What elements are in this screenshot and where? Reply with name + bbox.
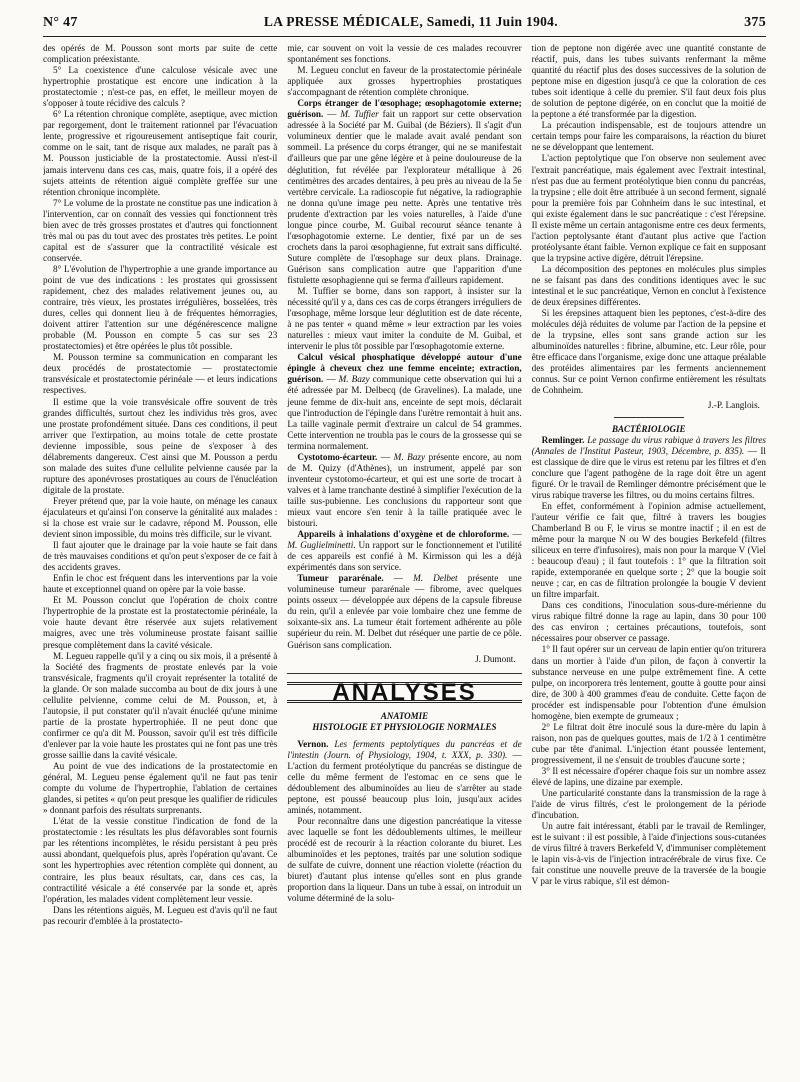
abstract-text: — L'action du ferment protéolytique du pancréas se distingue de celle du même ferment de l'estomac en ce sens que le dédoublement des albuminoïdes au lieu de s'arrêter au stade peptone, est poussé beaucoup plus loin, jusqu'aux acides aminés, notamment. — [287, 749, 522, 816]
column-3 — [532, 43, 766, 1073]
section-divider — [287, 673, 521, 674]
case-report: Cystotomo-écarteur. — M. Bazy présente encore, au nom de M. Quizy (d'Athènes), un instrument, appelé par son inventeur cystotomo-écarteur, et qui est une sorte de trocart à valves et à lame tranchante destiné à simplifier l'exécution de la taille sus-pubienne. Les conclusions du rapporteur sont que mieux vaut encore s'en tenir à la taille pratiquée avec le bistouri. — [287, 451, 522, 529]
case-text: fait un rapport sur cette observation adressée à la Société par M. Guibal (de Béziers). Il s'agit d'un volumineux dentier que le malade avait avalé pendant son sommeil. La présence du corps étranger, qui ne se manifestait d'ailleurs que par une gêne légère et à peine douloureuse de la déglutition, fut révélée par l'explorateur métallique à 26 centimètres des arcades dentaires, à peu près au niveau de la 5e vertèbre cervicale. La radioscopie fut négative, la radiographie ne donna qu'une image peu nette. Après une tentative très prudente d'extraction par les voies naturelles, à l'aide d'une longue pince courbe, M. Guibal recourut séance tenante à l'œsophagotomie externe. Le dentier, fixé par un de ses crochets dans la paroi œsophagienne, fut extrait sans difficulté. Suture complète de l'œsophage sur deux plans. Drainage. Guérison sans complication autre que l'apparition d'une fistulette œsophagienne qui se ferma d'ailleurs rapidement. — [287, 109, 522, 285]
page-header — [43, 14, 766, 37]
paragraph: Pour reconnaître dans une digestion pancréatique la vitesse avec laquelle se font les dédoublements ultimes, le meilleur procédé est de recourir à la réaction colorante du biuret. Les albuminoïdes et les peptones, traités par une solution sodique de sulfate de cuivre, donnent une réaction violette (réaction du biuret) d'autant plus intense qu'elles sont en plus grande proportion dans la liqueur. Dans un tube à essai, on introduit un volume déterminé de la solu- — [287, 816, 522, 904]
paragraph: 2° Le filtrat doit être inoculé sous la dure-mère du lapin à raison, non pas de quelques gouttes, mais de 1/2 à 1 centimètre cube par tête d'animal. L'injection étant poussée lentement, progressivement, il ne s'ensuit de troubles d'aucune sorte ; — [531, 721, 766, 765]
subsection-heading: HISTOLOGIE ET PHYSIOLOGIE NORMALES — [312, 721, 497, 732]
paragraph: Il faut ajouter que le drainage par la voie haute se fait dans de très mauvaises conditions et qu'on peut s'exposer de ce fait à des accidents graves. — [43, 540, 278, 573]
paragraph: Un autre fait intéressant, établi par le travail de Remlinger, est le suivant : il est possible, à l'aide d'injections sous-cutanées de virus filtré à travers Berkefeld V, d'immuniser complètement le lapin vis-à-vis de l'injection intracérébrale de virus fixe. Ce fait constitue une nouvelle preuve de la traversée de la bougie V par le virus rabique, s'il est démon- — [531, 821, 766, 887]
case-author: M. Bazy — [338, 374, 370, 385]
paragraph: L'état de la vessie constitue l'indication de fond de la prostatectomie : les résultats les plus défavorables sont fournis par les rétentions incomplètes, le résidu persistant à peu près aussi abondant, quelquefois plus, après l'opération qu'avant. Ce sont les hypertrophies avec rétention complète qui donnent, au contraire, les plus beaux résultats, car, dans ces cas, la contractilité vésicale a été conservée par la sonde et, après l'opération, les malades vident complètement leur vessie. — [43, 816, 278, 904]
case-text: . Un rapport sur le fonctionnement et l'utilité de ces appareils est confié à M. Kirmisson qui les a déjà expérimentés dans son service. — [287, 540, 522, 573]
paragraph: 7° Le volume de la prostate ne constitue pas une indication à l'intervention, car on connaît des vessies qui fonctionnent très bien avec de très grosses prostates et d'autres qui fonctionnent très mal ou pas du tout avec des prostates très petites. Le point capital est de s'assurer que la contractilité vésicale est conservée. — [43, 197, 278, 263]
paragraph: 8° L'évolution de l'hypertrophie a une grande importance au point de vue des indications : les prostates qui grossissent rapidement, chez des malades relativement jeunes ou, au contraire, très vieux, les prostates irrégulières, bosselées, très dures, celles qui donnent lieu à de fréquentes hémorragies, doivent attirer l'attention sur une dégénérescence maligne probable (M. Pousson en compte 5 cas sur ses 23 prostatectomies) et être opérées le plus tôt possible. — [43, 263, 278, 352]
abstract-title: Le passage du virus rabique à travers les filtres (Annales de l'Institut Pasteur, 1903, Décembre, p. 835). — [531, 434, 766, 456]
paragraph: La décomposition des peptones en molécules plus simples ne se faisant pas dans des conditions identiques avec le suc intestinal et le suc pancréatique, Vernon en conclut à l'existence de deux érepsines différentes. — [531, 263, 766, 308]
paragraph: Dans les rétentions aiguës, M. Legueu est d'avis qu'il ne faut pas recourir d'emblée à la prostatecto- — [43, 904, 278, 926]
paragraph: 3° Il est nécessaire d'opérer chaque fois sur un nombre assez élevé de lapins, une dizaine par exemple. — [531, 766, 766, 788]
page-number: 375 — [744, 15, 766, 30]
case-title: Calcul vésical phosphatique développé autour d'une épingle à cheveux chez une femme enceinte; extraction, guérison. — [287, 352, 522, 385]
abstract — [287, 739, 521, 816]
column-2 — [287, 43, 521, 1073]
paragraph: Une particularité constante dans la transmission de la rage à l'aide de virus filtrés, c'est le prolongement de la période d'incubation. — [531, 788, 766, 821]
paragraph: Au point de vue des indications de la prostatectomie en général, M. Legueu pense également qu'il ne faut pas tenir compte du volume de l'hypertrophie, l'ablation de certaines glandes, si petites « qu'on peut presque les qualifier de ridicules » donnant parfois des résultats surprenants. — [43, 761, 278, 816]
paragraph: 6° La rétention chronique complète, aseptique, avec miction par regorgement, dont le traitement rationnel par l'évacuation lente, progressive et rigoureusement antiseptique fait courir, comme on le sait, tant de risque aux malades, ne paraît pas à M. Pousson justiciable de la prostatectomie. Aussi n'est-il jamais intervenu dans ces cas, mais, quatre fois, il a opéré des sujets atteints de rétention aiguë complète greffée sur une rétention chronique incomplète. — [43, 109, 278, 197]
case-author: M. Tuffier — [340, 109, 379, 120]
section-heading: BACTÉRIOLOGIE — [612, 423, 686, 434]
case-title: Appareils à inhalations d'oxygène et de chloroforme. — [297, 529, 510, 540]
paragraph: L'action peptolytique que l'on observe non seulement avec l'extrait pancréatique, mais également avec l'extrait intestinal, n'est pas due au ferment protéolytique bien connu du pancréas, la trypsine ; elle doit être attribuée à un second ferment, signalé pour la première fois par Cohnheim dans le suc intestinal, et qui existe également dans le suc pancréatique : c'est l'érepsine. Il existe même un certain antagonisme entre ces deux ferments, l'action peptolysante étant d'autant plus active que l'action protéolysante étant faible. Vernon explique ce fait en supposant que la trypsine active digère, détruit l'érepsine. — [531, 153, 766, 263]
case-report: Appareils à inhalations d'oxygène et de chloroforme. — M. Guglielminetti. Un rapport sur le fonctionnement et l'utilité de ces appareils est confié à M. Kirmisson qui les a déjà expérimentés dans son service. — [287, 529, 522, 573]
journal-title: LA PRESSE MÉDICALE, Samedi, 11 Juin 1904. — [263, 14, 558, 29]
paragraph: Dans ces conditions, l'inoculation sous-dure-mérienne du virus rabique filtré donne la rage au lapin, dans 30 pour 100 des cas environ ; certaines précautions, toutefois, sont nécessaires pour observer ce passage. — [531, 600, 766, 644]
abstract-title: Les ferments peptolytiques du pancréas et de l'intestin (Journ. of Physiology, 1904, t. XXX, p. 330). — [287, 738, 522, 760]
paragraph: Si les érepsines attaquent bien les peptones, c'est-à-dire des molécules déjà réduites de volume par l'action de la pepsine et de la trypsine, elles sont sans grande action sur les albuminoïdes naturelles : fibrine, albumine, etc. Leur rôle, pour être efficace dans l'organisme, exige donc une attaque préalable des protéides alimentaires par les ferments anciennement connus. Sur ce point Vernon confirme entièrement les résultats de Cohnheim. — [531, 308, 766, 396]
case-report: Tumeur pararénale. — M. Delbet présente une volumineuse tumeur pararénale — fibrome, avec quelques points osseux — développée aux dépens de la capsule fibreuse du rein, qu'il a enlevée par voie lombaire chez une femme de soixante-six ans. La tumeur était fortement adhérente au pôle supérieur du rein. M. Delbet dut réséquer une partie de ce pôle. Guérison sans complication. — [287, 573, 522, 650]
case-text: communique cette observation qui lui a été adressée par M. Delbecq (de Gravelines). La malade, une jeune femme de dix-huit ans, enceinte de sept mois, déclarait que l'introduction de l'épingle dans l'urètre remontait à huit ans. La taille vaginale permit d'extraire un calcul de 54 grammes. Cette intervention ne troubla pas le cours de la grossesse qui se termina normalement. — [287, 374, 522, 451]
abstract-text: — Il est classique de dire que le virus est retenu par les filtres et d'en conclure que l'agent pathogène de la rage doit être un agent figuré. Or le travail de Remlinger démontre précisément que le virus rabique traverse les filtres, ou du moins certains filtres. — [531, 445, 766, 500]
case-author: M. Guglielminetti — [287, 540, 354, 551]
paragraph: Freyer prétend que, par la voie haute, on ménage les canaux éjaculateurs et qu'ainsi l'on conserve la génitalité aux malades : si la chose est vraie sur le cadavre, répond M. Pousson, elle devient sinon impossible, du moins très difficile, sur le vivant. — [43, 495, 278, 540]
section-divider — [614, 417, 684, 418]
paragraph: M. Pousson termine sa communication en comparant les deux procédés de prostatectomie — prostatectomie transvésicale et prostatectomie périnéale — et leurs indications respectives. — [43, 352, 278, 396]
paragraph: 1° Il faut opérer sur un cerveau de lapin entier qu'on triturera dans un mortier à l'aide d'un pilon, de façon à convertir la substance nerveuse en une pulpe extrêmement fine. A cette pulpe, on incorporera très lentement, goutte à goutte pour ainsi dire, de 300 à 400 grammes d'eau de conduite. Cette façon de procéder est indispensable pour l'obtention d'une émulsion homogène, bien exempte de grumeaux ; — [531, 644, 766, 721]
paragraph: En effet, conformément à l'opinion admise actuellement, l'auteur vérifie ce fait que, filtré à travers les bougies Chamberland B ou F, le virus se montre inactif ; il en est de même pour la marque N ou W des bougies Berkefeld (filtres siliceux en terre d'infusoires), mais non pour la marque V (Viel : beaucoup d'eau) ; il faut toutefois : 1° que la filtration soit rapide, extemporanée en quelque sorte ; 2° que la bougie soit neuve ; car, en cas de filtration prolongée la bougie V devient un filtre imparfait. — [531, 500, 766, 600]
paragraph: M. Legueu rappelle qu'il y a cinq ou six mois, il a présenté à la Société des fragments de prostate enlevés par la voie transvésicale, fragments qu'il croyait représenter la totalité de la glande. Or son malade succomba au bout de dix jours à une cellulite pelvienne, comme celui de M. Pousson, et, à l'autopsie, il put constater qu'il n'avait énucléé qu'une minime partie de la prostate hypertrophiée. Il ne peut donc que confirmer ce qu'a dit M. Pousson, savoir qu'il est très difficile d'enlever par la voie haute les prostates qui ne font pas une très grosse saillie dans la cavité vésicale. — [43, 650, 278, 760]
paragraph: Il estime que la voie transvésicale offre souvent de très grandes difficultés, surtout chez les individus très gros, avec une prostate profondément située. Dans ces conditions, il peut arriver que l'extirpation, au moins totale de cette prostate devienne impossible, sous peine de s'exposer à des délabrements dangereux. C'est ainsi que M. Pousson a perdu son malade des suites d'une cellulite pelvienne causée par la rupture des aponévroses prostatiques au cours de l'énucléation digitale de la prostate. — [43, 396, 278, 495]
paragraph: La précaution indispensable, est de toujours attendre un certain temps pour faire les comparaisons, la réaction du biuret ne se développant que lentement. — [531, 120, 766, 153]
case-report: Calcul vésical phosphatique développé autour d'une épingle à cheveux chez une femme enceinte; extraction, guérison. — M. Bazy communique cette observation qui lui a été adressée par M. Delbecq (de Gravelines). La malade, une jeune femme de dix-huit ans, enceinte de sept mois, déclarait que l'introduction de l'épingle dans l'urètre remontait à huit ans. La taille vaginale permit d'extraire un calcul de 54 grammes. Cette intervention ne troubla pas le cours de la grossesse qui se termina normalement. — [287, 352, 522, 451]
paragraph: mie, car souvent on voit la vessie de ces malades recouvrer spontanément ses fonctions. — [287, 43, 522, 65]
paragraph: M. Legueu conclut en faveur de la prostatectomie périnéale appliquée aux grosses hypertrophies prostatiques s'accompagnant de rétention complète chronique. — [287, 65, 522, 98]
case-author: M. Bazy — [393, 451, 426, 462]
paragraph: des opérés de M. Pousson sont morts par suite de cette complication préexistante. — [43, 43, 278, 65]
abstract-author: Vernon. — [297, 738, 329, 749]
case-text: présente encore, au nom de M. Quizy (d'Athènes), un instrument, appelé par son inventeur cystotomo-écarteur, et qui est une sorte de trocart à valves et à lame tranchante destiné à simplifier l'exécution de la taille sus-pubienne. Les conclusions du rapporteur sont que mieux vaut encore s'en tenir à la taille pratiquée avec le bistouri. — [287, 451, 522, 529]
paragraph: Enfin le choc est fréquent dans les interventions par la voie haute et exceptionnel quand on opère par la voie basse. — [43, 573, 278, 595]
column-1 — [43, 43, 277, 1073]
case-title: Cystotomo-écarteur. — [297, 451, 378, 462]
case-text: présente une volumineuse tumeur pararénale — fibrome, avec quelques points osseux — développée aux dépens de la capsule fibreuse du rein, qu'il a enlevée par voie lombaire chez une femme de soixante-six ans. La tumeur était fortement adhérente au pôle supérieur du rein. M. Delbet dut réséquer une partie de ce pôle. Guérison sans complication. — [287, 573, 522, 650]
paragraph: M. Tuffier se borne, dans son rapport, à insister sur la nécessité qu'il y a, dans ces cas de corps étrangers irréguliers de l'œsophage, même lorsque leur déglutition est de date récente, à ne pas tenter « quand même » leur extraction par les voies naturelles : mieux vaut imiter la conduite de M. Guibal, et intervenir le plus tôt possible par l'œsophagotomie externe. — [287, 286, 522, 352]
paragraph: 5° La coexistence d'une calculose vésicale avec une hypertrophie prostatique est encore une indication à la prostatectomie ; n'est-ce pas, en effet, le meilleur moyen de s'opposer à toute récidive des calculs ? — [43, 65, 278, 109]
issue-number: N° 47 — [43, 15, 78, 30]
case-title: Tumeur pararénale. — [297, 573, 384, 584]
abstract — [532, 435, 766, 501]
text-columns — [43, 43, 766, 1073]
analyses-heading: ANALYSES — [287, 682, 521, 703]
case-title: Corps étranger de l'œsophage; œsophagotomie externe; guérison. — [287, 98, 522, 120]
abstract-author: Remlinger. — [541, 434, 585, 445]
paragraph: Et M. Pousson conclut que l'opération de choix contre l'hypertrophie de la prostate est la prostatectomie périnéale, la voie haute devant être réservée aux sujets relativement maigres, avec une très volumineuse prostate faisant saillie presque complètement dans la cavité vésicale. — [43, 595, 278, 650]
case-author: M. Delbet — [413, 573, 458, 584]
paragraph: tion de peptone non digérée avec une quantité constante de réactif, puis, dans les tubes suivants renfermant la même quantité du réactif plus des doses successives de la solution de peptone mise en digestion jusqu'à ce que la coloration de ces tubes soit identique à celle du premier. S'il faut deux fois plus de solution de peptone digérée, on en conclut que la moitié de la peptone a été transformée par la digestion. — [531, 43, 766, 120]
author-signature: J.-P. Langlois. — [707, 399, 760, 410]
case-report: Corps étranger de l'œsophage; œsophagotomie externe; guérison. — M. Tuffier fait un rapport sur cette observation adressée à la Société par M. Guibal (de Béziers). Il s'agit d'un volumineux dentier que le malade avait avalé pendant son sommeil. La présence du corps étranger, qui ne se manifestait d'ailleurs que par une gêne légère et à peine douloureuse de la déglutition, fut révélée par l'explorateur métallique à 26 centimètres des arcades dentaires, à peu près au niveau de la 5e vertèbre cervicale. La radioscopie fut négative, la radiographie ne donna qu'une image peu nette. Après une tentative très prudente d'extraction par les voies naturelles, à l'aide d'une longue pince courbe, M. Guibal recourut séance tenante à l'œsophagotomie externe. Le dentier, fixé par un de ses crochets dans la paroi œsophagienne, fut extrait sans difficulté. Suture complète de l'œsophage sur deux plans. Drainage. Guérison sans complication autre que l'apparition d'une fistulette œsophagienne qui se ferma d'ailleurs rapidement. — [287, 98, 522, 285]
section-heading: ANATOMIE — [380, 710, 429, 721]
author-signature: J. Dumont. — [475, 653, 516, 664]
